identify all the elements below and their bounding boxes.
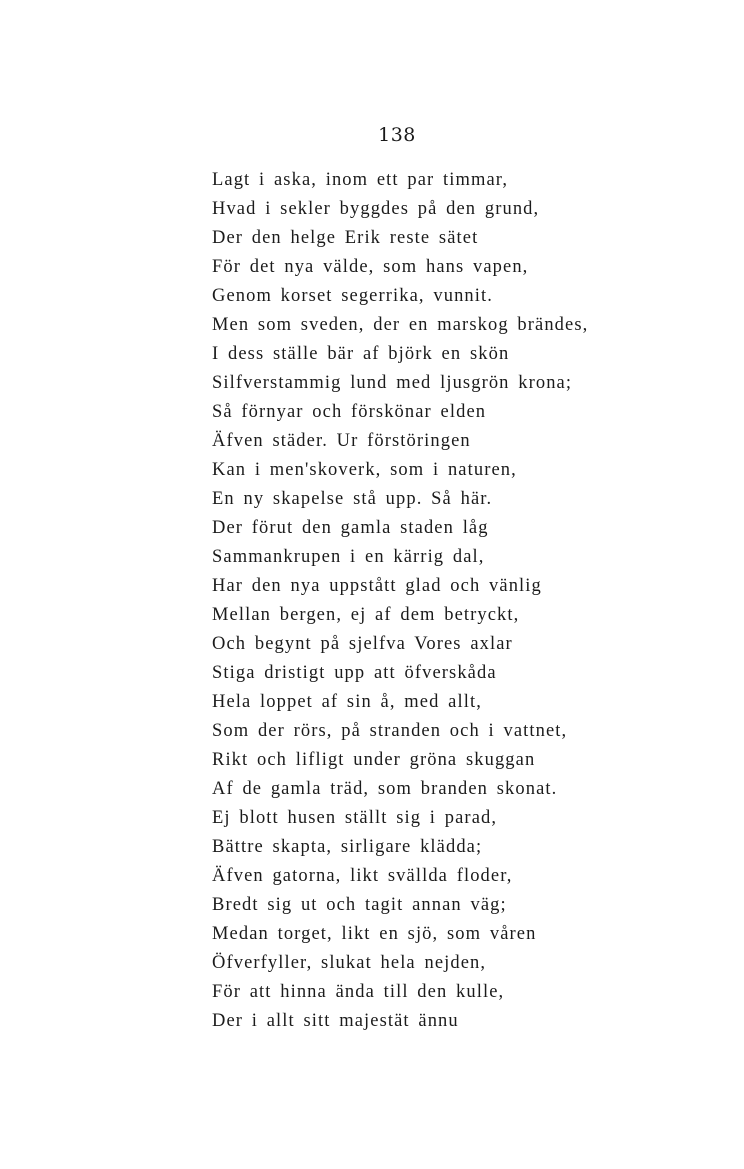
- poem-line: Sammankrupen i en kärrig dal,: [212, 547, 485, 567]
- poem-line: I dess ställe bär af björk en skön: [212, 344, 510, 364]
- poem-line: Silfverstammig lund med ljusgrön krona;: [212, 373, 573, 393]
- page-number: 138: [378, 124, 416, 146]
- poem-line: Genom korset segerrika, vunnit.: [212, 286, 493, 306]
- poem-line: Som der rörs, på stranden och i vattnet,: [212, 721, 568, 741]
- poem-line: Hvad i sekler byggdes på den grund,: [212, 199, 540, 219]
- poem-line: Medan torget, likt en sjö, som våren: [212, 924, 537, 944]
- poem-line: Der i allt sitt majestät ännu: [212, 1011, 459, 1031]
- poem-line: Mellan bergen, ej af dem betryckt,: [212, 605, 520, 625]
- poem-line: Der den helge Erik reste sätet: [212, 228, 479, 248]
- poem-line: En ny skapelse stå upp. Så här.: [212, 489, 493, 509]
- poem-line: Äfven städer. Ur förstöringen: [212, 431, 471, 451]
- poem-line: Och begynt på sjelfva Vores axlar: [212, 634, 513, 654]
- poem-line: Äfven gatorna, likt svällda floder,: [212, 866, 513, 886]
- poem-line: Af de gamla träd, som branden skonat.: [212, 779, 558, 799]
- poem-line: För att hinna ända till den kulle,: [212, 982, 505, 1002]
- poem-text: [212, 166, 588, 1036]
- poem-line: Ej blott husen ställt sig i parad,: [212, 808, 498, 828]
- poem-line: Men som sveden, der en marskog brändes,: [212, 315, 589, 335]
- poem-line: Stiga dristigt upp att öfverskåda: [212, 663, 497, 683]
- poem-line: Kan i men'skoverk, som i naturen,: [212, 460, 517, 480]
- poem-line: Öfverfyller, slukat hela nejden,: [212, 953, 487, 973]
- poem-line: Så förnyar och förskönar elden: [212, 402, 487, 422]
- poem-line: För det nya välde, som hans vapen,: [212, 257, 529, 277]
- poem-line: Bredt sig ut och tagit annan väg;: [212, 895, 507, 915]
- poem-line: Der förut den gamla staden låg: [212, 518, 489, 538]
- poem-line: Bättre skapta, sirligare klädda;: [212, 837, 483, 857]
- poem-line: Lagt i aska, inom ett par timmar,: [212, 170, 509, 190]
- poem-line: Rikt och lifligt under gröna skuggan: [212, 750, 536, 770]
- poem-line: Hela loppet af sin å, med allt,: [212, 692, 482, 712]
- poem-line: Har den nya uppstått glad och vänlig: [212, 576, 542, 596]
